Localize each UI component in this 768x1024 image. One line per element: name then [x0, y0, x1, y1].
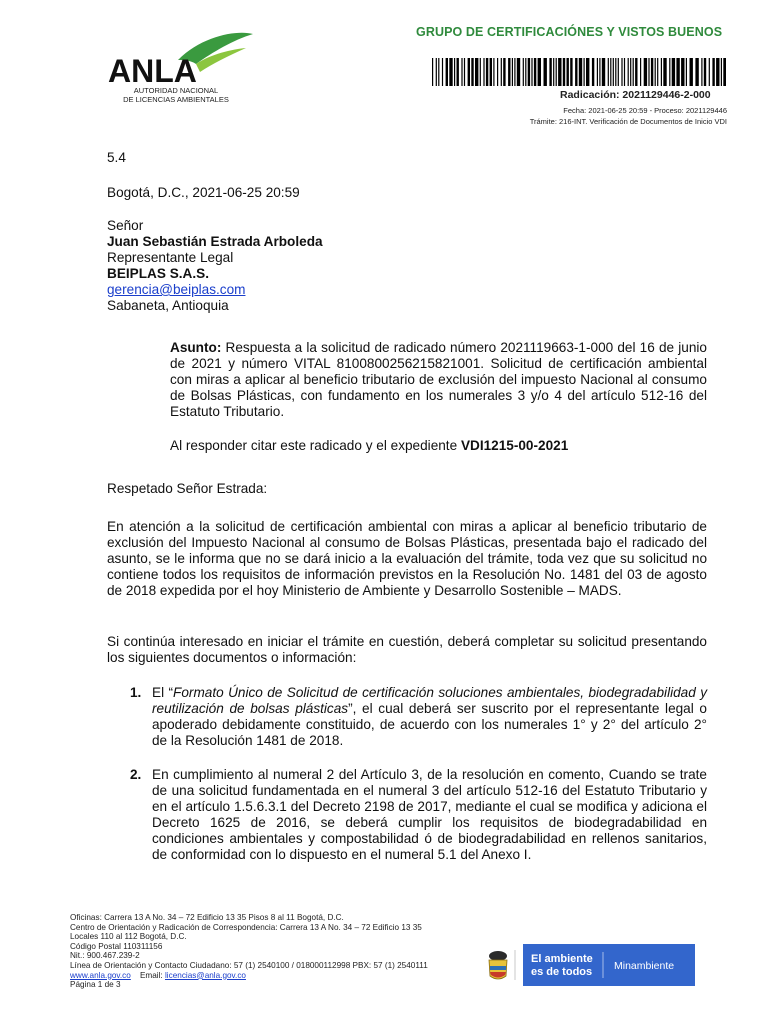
barcode-bar [528, 58, 530, 86]
subject-text: Respuesta a la solicitud de radicado número 2021119663-1-000 del 16 de junio de 2021 y número VITAL 8100800256215821001. Solicitud de certificación ambiental con miras a aplicar al beneficio tributario de exclusión del impuesto Nacional al consumo de Bolsas Plásticas, con fundamento en los numerales 3 y/o 4 del artículo 512-16 del Estatuto Tributario. [170, 340, 707, 419]
barcode-bar [457, 58, 459, 86]
barcode-bar [449, 58, 452, 86]
logo-subtitle [116, 86, 236, 104]
recipient-email-link[interactable]: gerencia@beiplas.com [107, 282, 246, 297]
barcode-bar [531, 58, 532, 86]
reference-code: 5.4 [107, 150, 126, 165]
logo-subtitle-line1: AUTORIDAD NACIONAL [133, 86, 219, 95]
barcode-bar [436, 58, 437, 86]
mads-slogan-2: es de todos [531, 966, 593, 978]
barcode-bar [633, 58, 634, 86]
barcode-bar [723, 58, 726, 86]
subject-label: Asunto: [170, 340, 222, 355]
footer-center: Centro de Orientación y Radicación de Correspondencia: Carrera 13 A No. 34 – 72 Edificio 13 35 [70, 922, 422, 932]
barcode-bar [575, 58, 577, 86]
logo-subtitle-line2: DE LICENCIAS AMBIENTALES [123, 95, 229, 104]
barcode-bar [676, 58, 679, 86]
barcode-bar [613, 58, 614, 86]
logo-text: ANLA [108, 53, 197, 89]
barcode-bar [556, 58, 557, 86]
footer-postal-code: Código Postal 110311156 [70, 941, 163, 951]
radicacion-tramite: Trámite: 216-INT. Verificación de Documentos de Inicio VDI [529, 117, 727, 126]
list-item-2-number: 2. [130, 767, 142, 782]
barcode-bar [549, 58, 551, 86]
list-item-1 [152, 685, 707, 749]
radicacion-date: Fecha: 2021-06-25 20:59 - Proceso: 2021129446 [563, 106, 727, 115]
barcode-bar [558, 58, 561, 86]
barcode-bar [628, 58, 629, 86]
barcode-bar [621, 58, 622, 86]
barcode-bar [657, 58, 658, 86]
barcode-bar [663, 58, 666, 86]
mads-slogan-1: El ambiente [531, 953, 593, 965]
barcode-bar [579, 58, 582, 86]
barcode-bar [602, 58, 605, 86]
footer-info [70, 913, 490, 990]
salutation-title: Señor [107, 218, 144, 233]
barcode-bar [461, 58, 462, 86]
barcode-bar [635, 58, 637, 86]
barcode-bar [597, 58, 598, 86]
barcode-bar [686, 58, 687, 86]
barcode-bar [669, 58, 670, 86]
barcode-bar [432, 58, 433, 86]
barcode-bar [475, 58, 478, 86]
page-number: Página 1 de 3 [70, 980, 121, 990]
barcode-bar [508, 58, 510, 86]
barcode-bar [661, 58, 662, 86]
mads-name: Minambiente [614, 960, 675, 972]
barcode-bar [608, 58, 609, 86]
barcode-bar [716, 58, 719, 86]
barcode-bar [464, 58, 465, 86]
barcode-bar [610, 58, 611, 86]
barcode-bar [599, 58, 600, 86]
footer-web-line [70, 971, 490, 981]
body-paragraph-2: Si continúa interesado en iniciar el trámite en cuestión, deberá completar su solicitud presentando los siguientes documentos o información: [107, 634, 707, 665]
barcode-bar [586, 58, 589, 86]
footer-locales: Locales 110 al 112 Bogotá, D.C. [70, 932, 187, 942]
barcode-bar [525, 58, 526, 86]
barcode-bar [655, 58, 656, 86]
barcode-bar [651, 58, 653, 86]
barcode-bar [630, 58, 631, 86]
list-item-1-post: ”, el cual deberá ser suscrito por el representante legal o apoderado debidamente constituido, de acuerdo con los numerales 1° y 2° del artículo 2° de la Resolución 1481 de 2018. [152, 701, 707, 748]
recipient-company: BEIPLAS S.A.S. [107, 266, 209, 281]
footer-email-link[interactable]: licencias@anla.gov.co [164, 970, 246, 980]
barcode-bar [480, 58, 481, 86]
barcode-bar [570, 58, 572, 86]
barcode-bar [490, 58, 492, 86]
group-title: GRUPO DE CERTIFICACIÓNES Y VISTOS BUENOS [416, 25, 723, 39]
barcode-bar [512, 58, 513, 86]
barcode-bar [648, 58, 649, 86]
cite-line [170, 438, 707, 454]
barcode-bar [624, 58, 625, 86]
recipient-role: Representante Legal [107, 250, 234, 265]
greeting: Respetado Señor Estrada: [107, 481, 268, 496]
minambiente-logo [477, 944, 695, 986]
footer-offices: Oficinas: Carrera 13 A No. 34 – 72 Edificio 13 35 Pisos 8 al 11 Bogotá, D.C. [70, 913, 344, 922]
barcode-bar [567, 58, 569, 86]
barcode-bar [534, 58, 536, 86]
barcode-bar [644, 58, 647, 86]
radicacion-number: Radicación: 2021129446-2-000 [560, 89, 711, 101]
expediente-number: VDI1215-00-2021 [460, 438, 569, 453]
barcode-bar [438, 58, 439, 86]
barcode-bar [468, 58, 470, 86]
barcode-bar [497, 58, 498, 86]
barcode-bar [514, 58, 515, 86]
barcode-bar [544, 58, 547, 86]
barcode-bar [701, 58, 702, 86]
barcode-bar [584, 58, 585, 86]
barcode-bar [563, 58, 565, 86]
barcode-bar [672, 58, 675, 86]
barcode [432, 58, 726, 86]
coat-of-arms-icon [489, 951, 507, 979]
barcode-bar [592, 58, 594, 86]
footer-phone: Línea de Orientación y Contacto Ciudadano: 57 (1) 2540100 / 018000112998 PBX: 57 (1) 2540111 [70, 960, 428, 970]
barcode-bar [501, 58, 502, 86]
barcode-bar [618, 58, 619, 86]
barcode-bar [486, 58, 488, 86]
footer-nit: Nit.: 900.467.239-2 [70, 951, 140, 961]
barcode-bar [483, 58, 484, 86]
barcode-bar [681, 58, 684, 86]
barcode-bar [538, 58, 541, 86]
footer-website-link[interactable]: www.anla.gov.co [70, 970, 131, 980]
barcode-bar [442, 58, 443, 86]
list-item-1-form-name: Formato Único de Solicitud de certificación soluciones ambientales, biodegradabilidad y reutilización de bolsas plásticas [152, 685, 708, 716]
barcode-bar [690, 58, 693, 86]
barcode-bar [446, 58, 448, 86]
list-item-1-number: 1. [130, 685, 142, 700]
barcode-bar [553, 58, 554, 86]
body-paragraph-1: En atención a la solicitud de certificación ambiental con miras a aplicar al beneficio tributario de exclusión del Impuesto Nacional al consumo de Bolsas Plásticas, presentada bajo el radicado del asunto, se le informa que no se dará inicio a la evaluación del trámite, toda vez que su solicitud no contiene todos los requisitos de información previstos en la Resolución No. 1481 del 03 de agosto de 2018 expedida por el hoy Ministerio de Ambiente y Desarrollo Sostenible – MADS. [107, 519, 707, 598]
list-item-1-pre: El “ [152, 685, 174, 700]
recipient-city: Sabaneta, Antioquia [107, 298, 229, 313]
barcode-bar [640, 58, 641, 86]
barcode-bar [523, 58, 524, 86]
barcode-bar [493, 58, 494, 86]
barcode-bar [454, 58, 455, 86]
barcode-bar [709, 58, 710, 86]
recipient-name: Juan Sebastián Estrada Arboleda [107, 234, 323, 249]
subject-paragraph [170, 340, 707, 420]
place-date: Bogotá, D.C., 2021-06-25 20:59 [107, 185, 300, 200]
barcode-bar [704, 58, 706, 86]
recipient-block [107, 218, 707, 314]
barcode-bar [503, 58, 505, 86]
footer-email-label: Email: [139, 970, 163, 980]
barcode-bar [695, 58, 698, 86]
barcode-bar [721, 58, 722, 86]
list-item-2: En cumplimiento al numeral 2 del Artículo 3, de la resolución en comento, Cuando se trate de una solicitud fundamentada en el numeral 3 del artículo 512-16 del Estatuto Tributario y en el artículo 1.5.6.3.1 del Decreto 2198 de 2017, mediante el cual se modifica y adiciona el Decreto 1625 de 2016, se deberá cumplir los requisitos de biodegradabilidad en condiciones ambientales y compostabilidad ó de biodegradabilidad en rellenos sanitarios, de conformidad con lo dispuesto en el numeral 5.1 del Anexo I. [152, 767, 707, 862]
barcode-bar [712, 58, 714, 86]
barcode-bar [471, 58, 473, 86]
barcode-bar [615, 58, 616, 86]
barcode-bar [517, 58, 520, 86]
cite-text: Al responder citar este radicado y el expediente [170, 438, 461, 453]
